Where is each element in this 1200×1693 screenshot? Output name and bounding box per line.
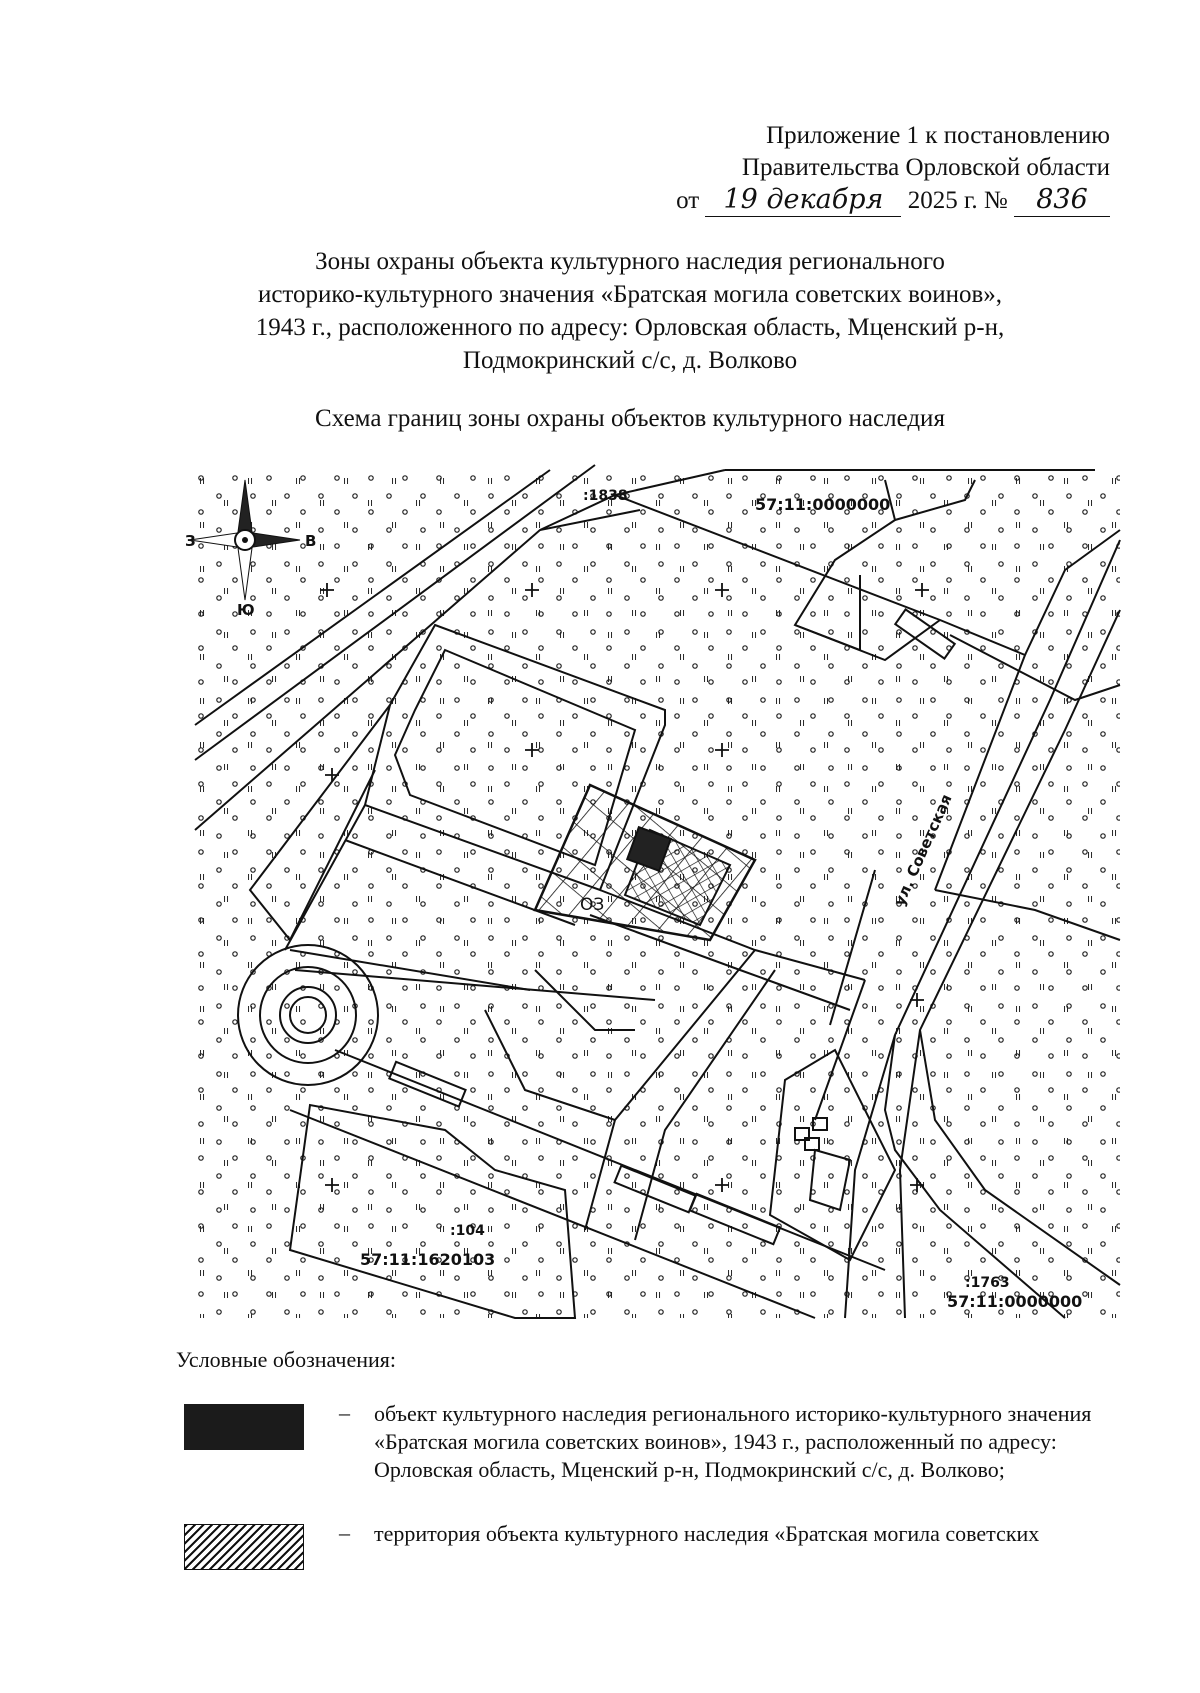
appendix-line-1: Приложение 1 к постановлению	[766, 122, 1110, 149]
appendix-header	[550, 120, 1110, 217]
cadastral-label-top: 57:11:0000000	[755, 495, 891, 514]
compass-south-label: Ю	[237, 601, 255, 619]
plot-label-bottom-right: :1763	[965, 1275, 1010, 1291]
plot-label-bottom-left: :104	[450, 1223, 485, 1239]
legend-text: территория объекта культурного наследия «Братская могила советских	[374, 1521, 1040, 1546]
title-line: историко-культурного значения «Братская могила советских воинов»,	[257, 281, 1003, 308]
legend-item-object	[184, 1400, 1124, 1520]
legend-dash: –	[339, 1520, 350, 1545]
appendix-date-line	[550, 184, 1110, 217]
handwritten-date: 19 декабря	[705, 184, 901, 217]
cadastral-label-bottom-right: 57:11:0000000	[947, 1292, 1083, 1311]
legend-text: объект культурного наследия регионального историко-культурного значения «Братская могила советских воинов», 1943 г., расположенный по адресу: Орловская область, Мценский р-н, Подмокринский с/с, д. Волково;	[374, 1401, 1092, 1482]
legend-item-territory	[184, 1520, 1124, 1580]
legend-title: Условные обозначения:	[176, 1347, 397, 1372]
title-line: Подмокринский с/с, д. Волково	[462, 347, 798, 374]
date-prefix: от	[676, 187, 700, 214]
cadastral-label-bottom-left: 57:11:1620103	[360, 1250, 496, 1269]
appendix-line-2: Правительства Орловской области	[741, 154, 1110, 181]
legend-dash: –	[339, 1400, 350, 1425]
scheme-subtitle: Схема границ зоны охраны объектов культурного наследия	[315, 405, 945, 432]
document-title	[180, 245, 1080, 377]
year-text: 2025 г. №	[907, 187, 1008, 214]
title-line: 1943 г., расположенного по адресу: Орловская область, Мценский р-н,	[255, 314, 1005, 341]
title-line: Зоны охраны объекта культурного наследия регионального	[315, 248, 945, 275]
compass-west-label: З	[185, 532, 196, 550]
street-label: ул. Советская	[890, 791, 956, 909]
cadastral-map	[185, 470, 1120, 1318]
legend-swatch-territory	[184, 1524, 304, 1570]
compass-east-label: В	[305, 532, 317, 550]
zone-label: ОЗ	[580, 895, 605, 915]
plot-label-top: :1838	[583, 488, 628, 504]
legend-swatch-object	[184, 1404, 304, 1450]
handwritten-number: 836	[1014, 184, 1110, 217]
